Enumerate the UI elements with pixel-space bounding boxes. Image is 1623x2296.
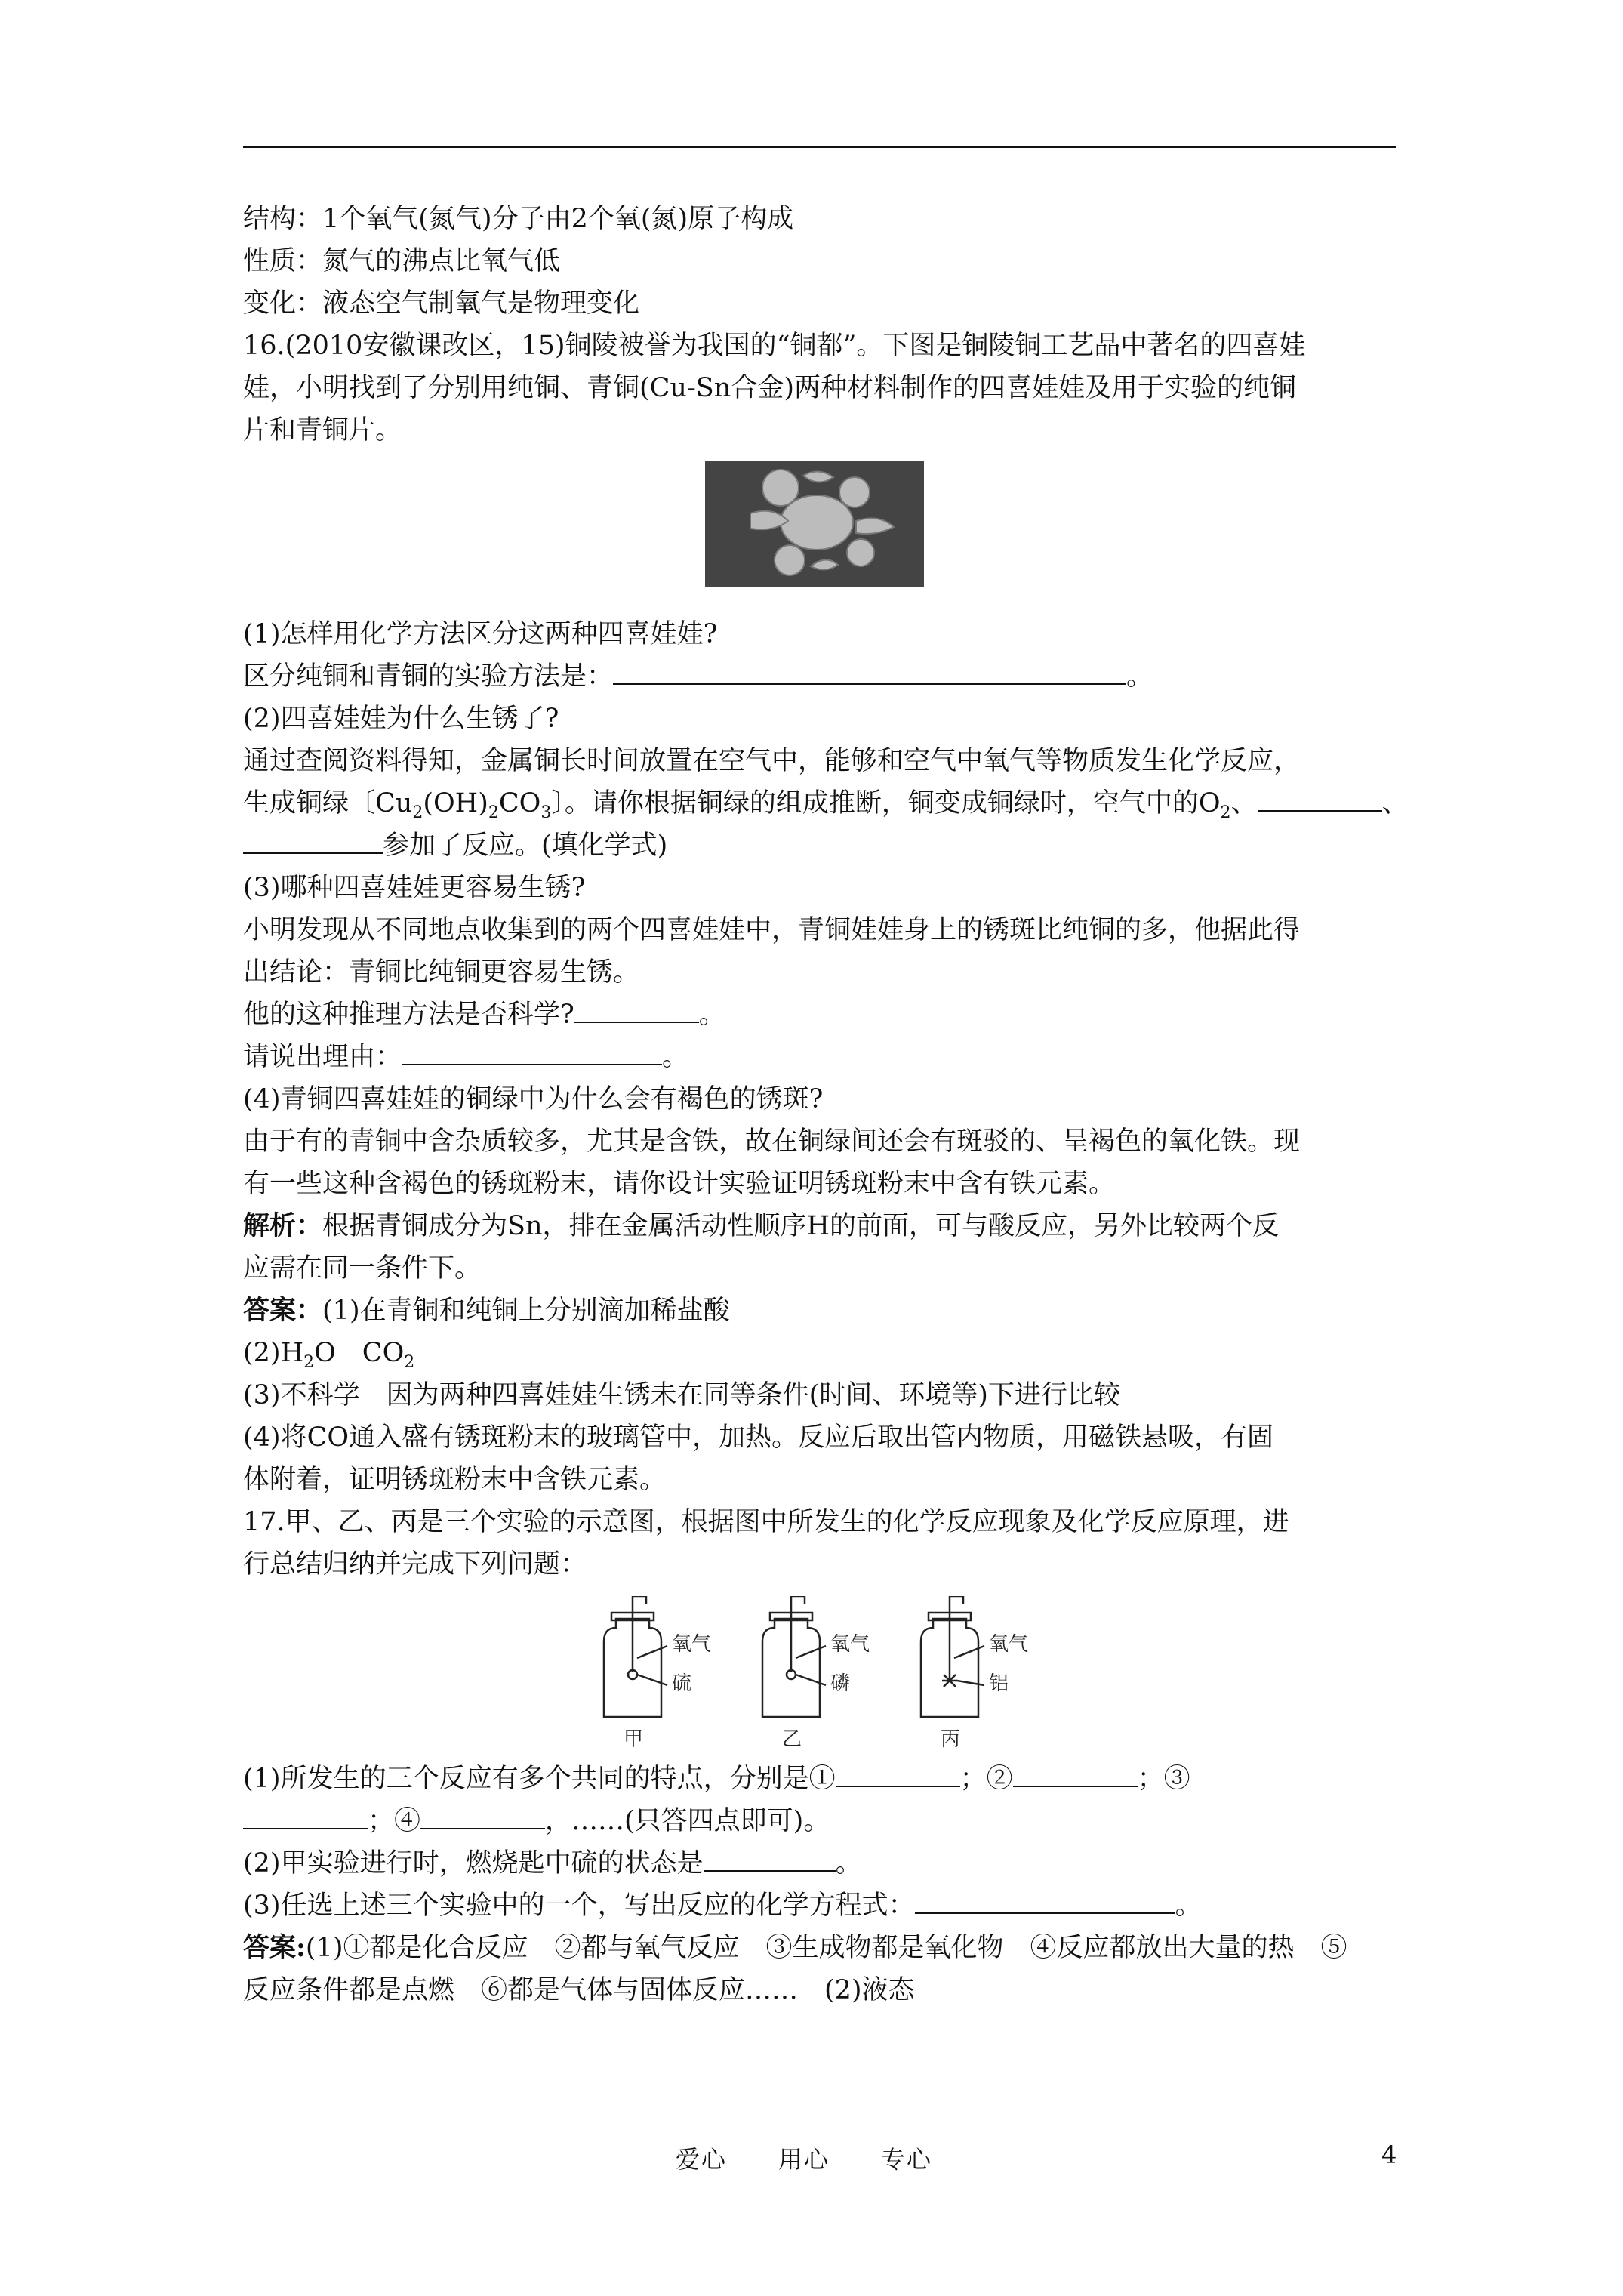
text-line: 出结论：青铜比纯铜更容易生锈。 (243, 957, 640, 988)
jar-bing (921, 1596, 984, 1717)
text-line: 性质：氮气的沸点比氧气低 (243, 246, 561, 276)
text-line: 娃，小明找到了分别用纯铜、青铜(Cu-Sn合金)两种材料制作的四喜娃娃及用于实验的纯铜 (243, 373, 1296, 403)
page-number: 4 (1381, 2140, 1397, 2169)
analysis-label: 解析： (243, 1210, 323, 1241)
header-rule (243, 146, 1396, 148)
text-line: 由于有的青铜中含杂质较多，尤其是含铁，故在铜绿间还会有斑驳的、呈褐色的氧化铁。现 (243, 1126, 1301, 1157)
subscript: 2 (412, 803, 423, 822)
fill-line (243, 994, 1396, 1036)
answer-blank[interactable] (836, 1758, 960, 1787)
answer-label: 答案: (243, 1932, 306, 1963)
text-fragment: 〕。请你根据铜绿的组成推断，铜变成铜绿时，空气中的O (551, 788, 1221, 818)
analysis-line (243, 1205, 1396, 1247)
jar-bing-gas-label: 氧气 (989, 1633, 1029, 1656)
jar-yi (762, 1596, 826, 1717)
subscript: 2 (488, 803, 499, 822)
prompt-text: 请说出理由： (243, 1042, 402, 1072)
jar-jia-substance-label: 硫 (672, 1672, 692, 1695)
fill-line (243, 655, 1396, 698)
answer-line: (3)不科学 因为两种四喜娃娃生锈未在同等条件(时间、环境等)下进行比较 (243, 1380, 1120, 1410)
four-babies-photo-figure (243, 461, 1396, 603)
text-fragment: ；④ (368, 1806, 421, 1836)
text-fragment: ；② (959, 1764, 1013, 1794)
text-fragment: (2)H (243, 1338, 304, 1368)
page-content (243, 198, 1409, 2011)
jar-jia (604, 1596, 667, 1717)
fill-line (243, 824, 1396, 867)
prompt-text: 他的这种推理方法是否科学? (243, 1000, 574, 1030)
jar-bing-substance-label: 铝 (989, 1672, 1009, 1695)
punct: 。 (698, 1000, 725, 1030)
answer-blank[interactable] (915, 1885, 1175, 1914)
answer-blank[interactable] (613, 656, 1126, 685)
answer-line (243, 1927, 1396, 1969)
text-fragment: 、 (1381, 788, 1409, 818)
subscript: 2 (303, 1353, 315, 1372)
footer-motto: 爱心 用心 专心 (676, 2145, 933, 2174)
answer-blank[interactable] (243, 1801, 368, 1829)
jar-yi-gas-label: 氧气 (830, 1633, 870, 1656)
answer-blank[interactable] (704, 1843, 836, 1872)
question-17-stem: 17.甲、乙、丙是三个实验的示意图，根据图中所发生的化学反应现象及化学反应原理，进 (243, 1507, 1289, 1537)
jar-yi-label: 乙 (782, 1728, 802, 1751)
bronze-four-babies-photo (705, 461, 924, 587)
combustion-experiments-figure (243, 1596, 1396, 1753)
subquestion-2: (2)四喜娃娃为什么生锈了? (243, 704, 559, 734)
subscript: 2 (1220, 803, 1231, 822)
fill-line (243, 1885, 1396, 1927)
prompt-text: 区分纯铜和青铜的实验方法是： (243, 661, 614, 692)
text-fragment: 、 (1230, 788, 1258, 818)
answer-blank[interactable] (574, 994, 699, 1023)
text-fragment: ；③ (1137, 1764, 1190, 1794)
answer-text: (1)在青铜和纯铜上分别滴加稀盐酸 (322, 1296, 730, 1326)
text-fragment: 参加了反应。(填化学式) (383, 831, 668, 861)
punct: 。 (835, 1848, 862, 1878)
prompt-text: (1)所发生的三个反应有多个共同的特点，分别是① (243, 1764, 836, 1794)
text-fragment: (OH) (423, 788, 488, 818)
text-line: 有一些这种含褐色的锈斑粉末，请你设计实验证明锈斑粉末中含有铁元素。 (243, 1169, 1116, 1199)
answer-blank[interactable] (243, 825, 383, 854)
text-line: 小明发现从不同地点收集到的两个四喜娃娃中，青铜娃娃身上的锈斑比纯铜的多，他据此得 (243, 915, 1301, 945)
answer-blank[interactable] (1258, 783, 1382, 812)
fill-line (243, 1036, 1396, 1078)
text-line: 行总结归纳并完成下列问题： (243, 1549, 587, 1579)
text-fragment: O CO (314, 1338, 405, 1368)
subquestion-1: (1)怎样用化学方法区分这两种四喜娃娃? (243, 619, 718, 649)
answer-line: 体附着，证明锈斑粉末中含铁元素。 (243, 1465, 667, 1495)
punct: 。 (1175, 1891, 1202, 1921)
subquestion-3: (3)哪种四喜娃娃更容易生锈? (243, 873, 586, 903)
answer-line (243, 1290, 1396, 1332)
jar-bing-label: 丙 (941, 1728, 961, 1751)
subquestion-4: (4)青铜四喜娃娃的铜绿中为什么会有褐色的锈斑? (243, 1084, 824, 1114)
subscript: 3 (540, 803, 552, 822)
fill-line (243, 1842, 1396, 1885)
answer-blank[interactable] (1013, 1758, 1138, 1787)
answer-line: (4)将CO通入盛有锈斑粉末的玻璃管中，加热。反应后取出管内物质，用磁铁悬吸，有固 (243, 1422, 1274, 1453)
answer-label: 答案： (243, 1295, 323, 1326)
text-line: 变化：液态空气制氧气是物理变化 (243, 288, 640, 319)
three-jars-diagram (589, 1596, 1057, 1753)
answer-line: 反应条件都是点燃 ⑥都是气体与固体反应…… (2)液态 (243, 1975, 915, 2005)
answer-blank[interactable] (402, 1037, 662, 1065)
punct: 。 (1126, 661, 1153, 692)
text-line: 结构：1个氧气(氮气)分子由2个氧(氮)原子构成 (243, 204, 794, 234)
fill-line (243, 782, 1409, 824)
text-fragment: CO (498, 788, 541, 818)
question-16-stem: 16.(2010安徽课改区，15)铜陵被誉为我国的“铜都”。下图是铜陵铜工艺品中著名的四喜娃 (243, 331, 1306, 361)
fill-line (243, 1800, 1396, 1842)
jar-jia-gas-label: 氧气 (672, 1633, 712, 1656)
jar-yi-substance-label: 磷 (830, 1672, 851, 1695)
text-line: 应需在同一条件下。 (243, 1253, 482, 1284)
prompt-text: (2)甲实验进行时，燃烧匙中硫的状态是 (243, 1848, 704, 1878)
jar-jia-label: 甲 (624, 1728, 644, 1751)
answer-blank[interactable] (420, 1801, 545, 1829)
text-line: 片和青铜片。 (243, 415, 402, 445)
prompt-text: (3)任选上述三个实验中的一个，写出反应的化学方程式： (243, 1891, 915, 1921)
fill-line (243, 1758, 1396, 1800)
text-fragment: 生成铜绿〔Cu (243, 788, 413, 818)
answer-line (243, 1332, 1396, 1374)
answer-text: (1)①都是化合反应 ②都与氧气反应 ③生成物都是氧化物 ④反应都放出大量的热 ⑤ (305, 1933, 1347, 1963)
text-line: 通过查阅资料得知，金属铜长时间放置在空气中，能够和空气中氧气等物质发生化学反应， (243, 746, 1301, 776)
punct: 。 (662, 1042, 689, 1072)
text-fragment: ，……(只答四点即可)。 (545, 1806, 830, 1836)
analysis-text: 根据青铜成分为Sn，排在金属活动性顺序H的前面，可与酸反应，另外比较两个反 (322, 1211, 1280, 1241)
subscript: 2 (404, 1353, 415, 1372)
